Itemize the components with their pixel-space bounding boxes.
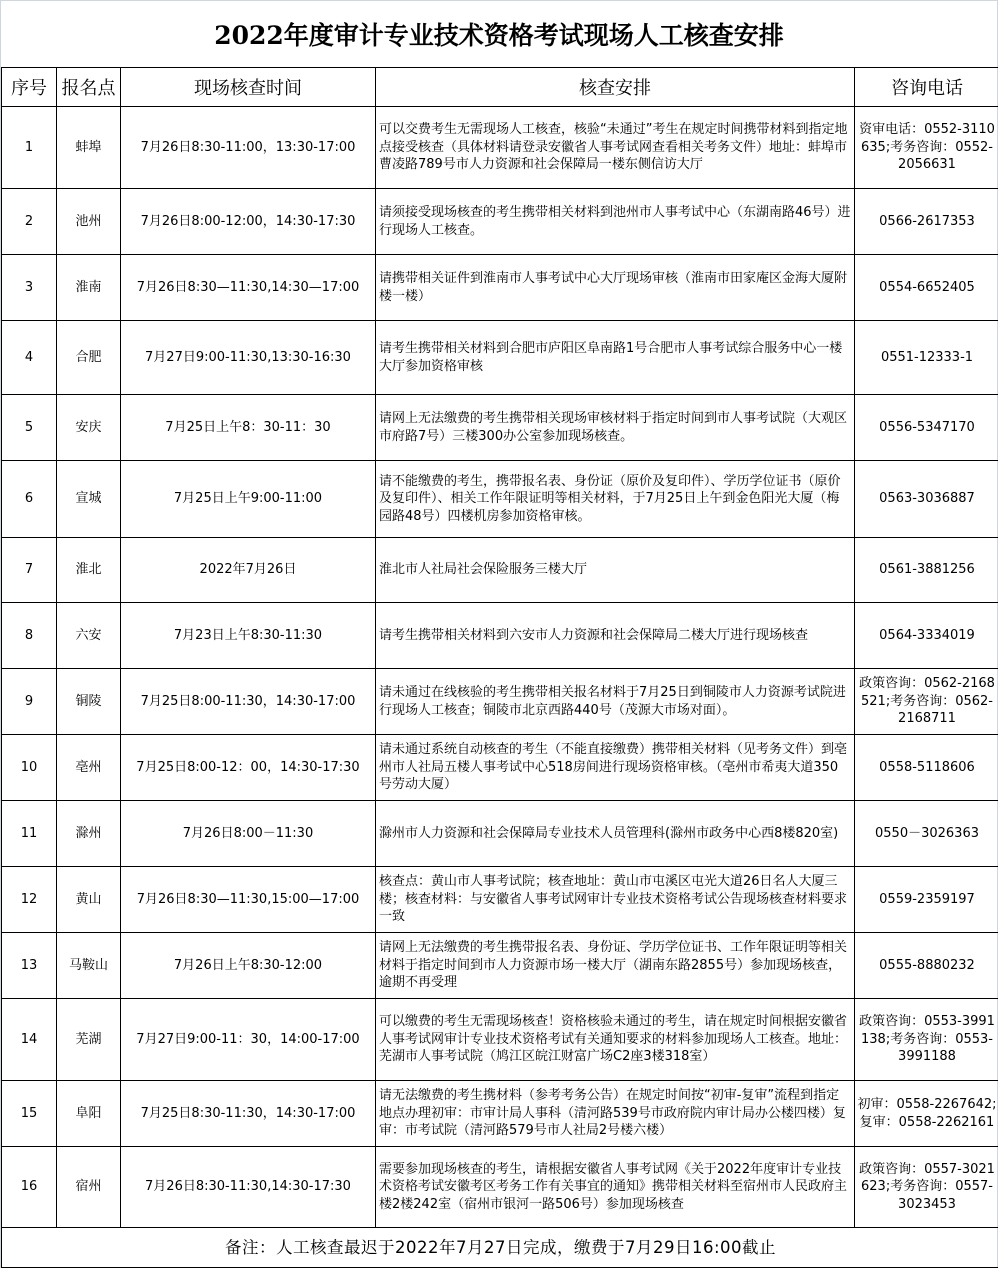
- row-arrangement: 请网上无法缴费的考生携带报名表、身份证、学历学位证书、工作年限证明等相关材料于指定时间到市人力资源市场一楼大厅（湖南东路2855号）参加现场核查，逾期不再受理: [376, 933, 855, 999]
- row-phone: 0566-2617353: [855, 189, 998, 255]
- row-site: 宿州: [57, 1147, 121, 1228]
- page-title: 2022年度审计专业技术资格考试现场人工核查安排: [214, 20, 784, 50]
- row-phone: 0558-5118606: [855, 735, 998, 801]
- row-time: 7月25日8:00-11:30，14:30-17:00: [121, 669, 376, 735]
- row-phone: 政策咨询：0553-3991138;考务咨询：0553-3991188: [855, 999, 998, 1081]
- table-row: [2, 669, 998, 735]
- schedule-table: [1, 67, 998, 1268]
- row-arrangement: 请未通过系统自动核查的考生（不能直接缴费）携带相关材料（见考务文件）到亳州市人社局五楼人事考试中心518房间进行现场资格审核。（亳州市希夷大道350号劳动大厦）: [376, 735, 855, 801]
- row-arrangement: 核查点：黄山市人事考试院；核查地址：黄山市屯溪区屯光大道26日名人大厦三楼；核查材料：与安徽省人事考试网审计专业技术资格考试公告现场核查材料要求一致: [376, 867, 855, 933]
- header-site: 报名点: [57, 68, 121, 107]
- footer-note: 备注：人工核查最迟于2022年7月27日完成，缴费于7月29日16:00截止: [2, 1228, 998, 1268]
- row-index: 8: [2, 603, 57, 669]
- row-phone: 政策咨询：0557-3021623;考务咨询：0557-3023453: [855, 1147, 998, 1228]
- row-site: 合肥: [57, 321, 121, 395]
- row-arrangement: 请不能缴费的考生，携带报名表、身份证（原价及复印件）、学历学位证书（原价及复印件）、相关工作年限证明等相关材料，于7月25日上午到金色阳光大厦（梅园路48号）四楼机房参加资格审核。: [376, 461, 855, 538]
- row-arrangement: 滁州市人力资源和社会保障局专业技术人员管理科(滁州市政务中心西8楼820室): [376, 801, 855, 867]
- row-phone: 0563-3036887: [855, 461, 998, 538]
- row-phone: 0564-3334019: [855, 603, 998, 669]
- row-arrangement: 请考生携带相关材料到六安市人力资源和社会保障局二楼大厅进行现场核查: [376, 603, 855, 669]
- row-time: 7月27日9:00-11：30，14:00-17:00: [121, 999, 376, 1081]
- row-arrangement: 请须接受现场核查的考生携带相关材料到池州市人事考试中心（东湖南路46号）进行现场人工核查。: [376, 189, 855, 255]
- table-row: [2, 1147, 998, 1228]
- table-row: [2, 321, 998, 395]
- row-index: 4: [2, 321, 57, 395]
- row-site: 六安: [57, 603, 121, 669]
- row-time: 7月26日上午8:30-12:00: [121, 933, 376, 999]
- header-phone: 咨询电话: [855, 68, 998, 107]
- table-header-row: [2, 68, 998, 107]
- row-time: 7月26日8:00-12:00，14:30-17:30: [121, 189, 376, 255]
- row-phone: 0559-2359197: [855, 867, 998, 933]
- table-row: [2, 538, 998, 603]
- row-index: 13: [2, 933, 57, 999]
- table-footer-row: [2, 1228, 998, 1268]
- table-row: [2, 107, 998, 189]
- row-index: 16: [2, 1147, 57, 1228]
- row-arrangement: 请网上无法缴费的考生携带相关现场审核材料于指定时间到市人事考试院（大观区市府路7号）三楼300办公室参加现场核查。: [376, 395, 855, 461]
- row-time: 7月26日8:30—11:30,15:00—17:00: [121, 867, 376, 933]
- header-arrangement: 核查安排: [376, 68, 855, 107]
- row-site: 安庆: [57, 395, 121, 461]
- row-index: 5: [2, 395, 57, 461]
- row-index: 2: [2, 189, 57, 255]
- row-arrangement: 请未通过在线核验的考生携带相关报名材料于7月25日到铜陵市人力资源考试院进行现场人工核查；铜陵市北京西路440号（茂源大市场对面）。: [376, 669, 855, 735]
- row-index: 14: [2, 999, 57, 1081]
- row-time: 7月23日上午8:30-11:30: [121, 603, 376, 669]
- row-site: 滁州: [57, 801, 121, 867]
- row-site: 阜阳: [57, 1081, 121, 1147]
- row-arrangement: 淮北市人社局社会保险服务三楼大厅: [376, 538, 855, 603]
- row-site: 黄山: [57, 867, 121, 933]
- row-time: 7月26日8:30-11:00，13:30-17:00: [121, 107, 376, 189]
- row-time: 2022年7月26日: [121, 538, 376, 603]
- row-site: 蚌埠: [57, 107, 121, 189]
- table-row: [2, 461, 998, 538]
- row-site: 铜陵: [57, 669, 121, 735]
- table-row: [2, 999, 998, 1081]
- table-row: [2, 801, 998, 867]
- table-row: [2, 255, 998, 321]
- row-time: 7月25日上午9:00-11:00: [121, 461, 376, 538]
- row-phone: 0556-5347170: [855, 395, 998, 461]
- row-site: 宣城: [57, 461, 121, 538]
- row-arrangement: 请无法缴费的考生携材料（参考考务公告）在规定时间按“初审-复审”流程到指定地点办理初审：市审计局人事科（清河路539号市政府院内审计局办公楼四楼）复审：市考试院（清河路579号市人社局2号楼六楼）: [376, 1081, 855, 1147]
- row-time: 7月26日8:30-11:30,14:30-17:30: [121, 1147, 376, 1228]
- row-index: 7: [2, 538, 57, 603]
- row-time: 7月25日8:00-12：00，14:30-17:30: [121, 735, 376, 801]
- table-row: [2, 1081, 998, 1147]
- row-index: 3: [2, 255, 57, 321]
- row-time: 7月25日上午8：30-11：30: [121, 395, 376, 461]
- row-phone: 政策咨询：0562-2168521;考务咨询：0562-2168711: [855, 669, 998, 735]
- table-row: [2, 867, 998, 933]
- table-row: [2, 395, 998, 461]
- row-index: 9: [2, 669, 57, 735]
- row-site: 马鞍山: [57, 933, 121, 999]
- row-index: 10: [2, 735, 57, 801]
- row-site: 芜湖: [57, 999, 121, 1081]
- row-phone: 0551-12333-1: [855, 321, 998, 395]
- row-arrangement: 请考生携带相关材料到合肥市庐阳区阜南路1号合肥市人事考试综合服务中心一楼大厅参加资格审核: [376, 321, 855, 395]
- row-phone: 初审：0558-2267642;复审：0558-2262161: [855, 1081, 998, 1147]
- header-index: 序号: [2, 68, 57, 107]
- row-site: 池州: [57, 189, 121, 255]
- row-index: 1: [2, 107, 57, 189]
- row-arrangement: 可以缴费的考生无需现场核查！资格核验未通过的考生，请在规定时间根据安徽省人事考试网审计专业技术资格考试有关通知要求的材料参加现场人工核查。地址：芜湖市人事考试院（鸠江区皖江财富广场C2座3楼318室）: [376, 999, 855, 1081]
- row-index: 12: [2, 867, 57, 933]
- table-row: [2, 735, 998, 801]
- table-row: [2, 933, 998, 999]
- row-index: 11: [2, 801, 57, 867]
- row-arrangement: 请携带相关证件到淮南市人事考试中心大厅现场审核（淮南市田家庵区金海大厦附楼一楼）: [376, 255, 855, 321]
- header-time: 现场核查时间: [121, 68, 376, 107]
- row-time: 7月27日9:00-11:30,13:30-16:30: [121, 321, 376, 395]
- row-phone: 0555-8880232: [855, 933, 998, 999]
- row-phone: 0554-6652405: [855, 255, 998, 321]
- row-site: 亳州: [57, 735, 121, 801]
- row-phone: 资审电话：0552-3110635;考务咨询：0552-2056631: [855, 107, 998, 189]
- table-row: [2, 603, 998, 669]
- row-site: 淮南: [57, 255, 121, 321]
- row-index: 6: [2, 461, 57, 538]
- row-index: 15: [2, 1081, 57, 1147]
- row-time: 7月26日8:30—11:30,14:30—17:00: [121, 255, 376, 321]
- row-time: 7月25日8:30-11:30，14:30-17:00: [121, 1081, 376, 1147]
- row-phone: 0550－3026363: [855, 801, 998, 867]
- table-row: [2, 189, 998, 255]
- row-arrangement: 需要参加现场核查的考生，请根据安徽省人事考试网《关于2022年度审计专业技术资格考试安徽考区考务工作有关事宜的通知》携带相关材料至宿州市人民政府主楼2楼242室（宿州市银河一路506号）参加现场核查: [376, 1147, 855, 1228]
- row-phone: 0561-3881256: [855, 538, 998, 603]
- row-arrangement: 可以交费考生无需现场人工核查，核验“未通过”考生在规定时间携带材料到指定地点接受核查（具体材料请登录安徽省人事考试网查看相关考务文件）地址：蚌埠市曹凌路789号市人力资源和社会保障局一楼东侧信访大厅: [376, 107, 855, 189]
- row-time: 7月26日8:00－11:30: [121, 801, 376, 867]
- row-site: 淮北: [57, 538, 121, 603]
